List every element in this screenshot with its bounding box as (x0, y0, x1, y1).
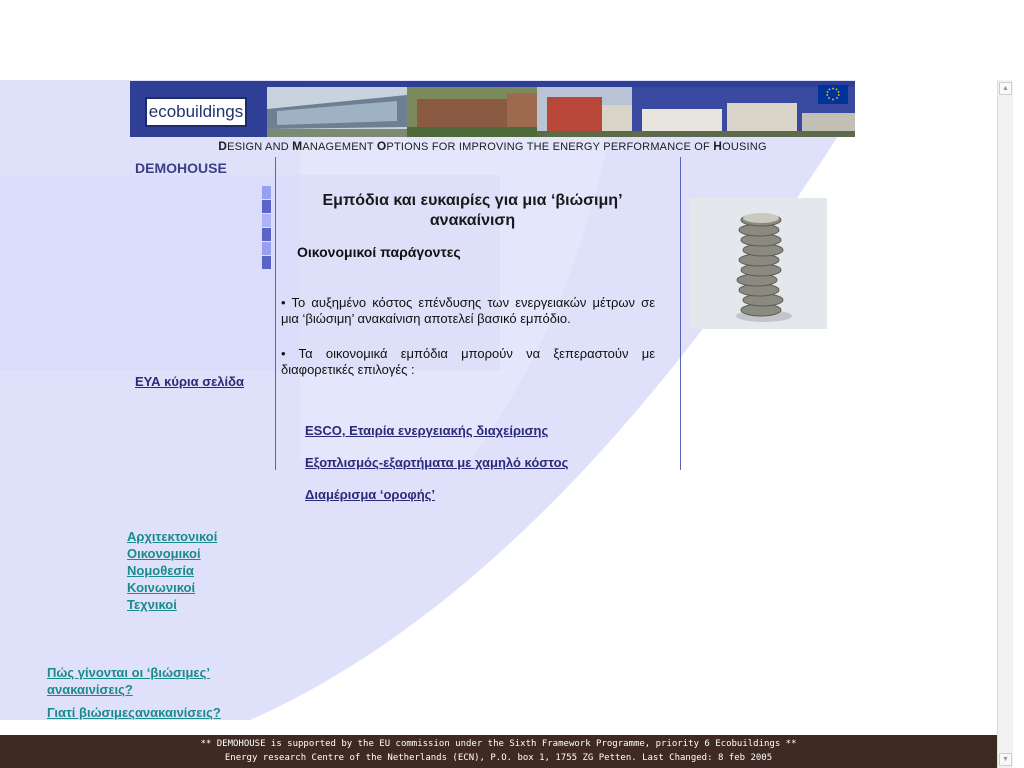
scroll-up-icon[interactable]: ▲ (999, 82, 1012, 95)
building-photo (267, 87, 407, 137)
vertical-scrollbar[interactable] (997, 80, 1013, 768)
section-subtitle: Οικονομικοί παράγοντες (297, 244, 461, 260)
background-panel (0, 80, 997, 735)
paragraph-options: • Τα οικονομικά εμπόδια μπορούν να ξεπεραστούν με διαφορετικές επιλογές : (281, 346, 655, 377)
category-link-economic[interactable]: Οικονομικοί (127, 546, 201, 561)
category-link-legislation[interactable]: Νομοθεσία (127, 563, 194, 578)
divider-right (680, 157, 681, 470)
divider-left (275, 157, 276, 470)
site-brand: DEMOHOUSE (135, 160, 227, 176)
ecobuildings-logo[interactable] (145, 97, 247, 127)
background-swoosh (0, 80, 997, 735)
building-photo (407, 87, 537, 137)
why-renovations-link[interactable]: Γιατί βιώσιμεςανακαινίσεις? (47, 705, 221, 720)
penthouse-apartment-link[interactable]: Διαμέρισμα ‘οροφής’ (305, 487, 436, 502)
coins-photo (689, 198, 827, 329)
category-link-architectural[interactable]: Αρχιτεκτονικοί (127, 529, 218, 544)
building-photo (537, 87, 632, 137)
category-link-technical[interactable]: Τεχνικοί (127, 597, 177, 612)
how-renovations-link[interactable]: Πώς γίνονται οι ‘βιώσιμες’ ανακαινίσεις? (47, 665, 210, 697)
footer-line-2: Energy research Centre of the Netherlands (ECN), P.O. box 1, 1755 ZG Petten. Last Changed: 8 feb 2005 (224, 753, 773, 763)
esco-link[interactable]: ESCO, Εταιρία ενεργειακής διαχείρισης (305, 423, 549, 438)
scroll-down-icon[interactable]: ▼ (999, 753, 1012, 766)
tagline: DESIGN AND MANAGEMENT OPTIONS FOR IMPROVING THE ENERGY PERFORMANCE OF HOUSING (218, 139, 767, 153)
category-list (127, 528, 217, 613)
footer (0, 735, 997, 768)
eu-flag-icon (818, 85, 848, 104)
paragraph-investment-cost: • Το αυξημένο κόστος επένδυσης των ενεργειακών μέτρων σε μια ‘βιώσιμη’ ανακαίνιση αποτελεί βασικό εμπόδιο. (281, 295, 655, 326)
home-link[interactable]: ΕΥΑ κύρια σελίδα (135, 374, 245, 389)
decorative-bars (262, 186, 271, 270)
header-banner (130, 81, 855, 137)
category-link-social[interactable]: Κοινωνικοί (127, 580, 196, 595)
page-title: Εμπόδια και ευκαιρίες για μια ‘βιώσιμη’ ανακαίνιση (322, 192, 623, 229)
logo-text: ecobuildings (148, 102, 244, 121)
footer-line-1: ** DEMOHOUSE is supported by the EU commission under the Sixth Framework Programme, priority 6 Ecobuildings ** (200, 739, 797, 749)
low-cost-equipment-link[interactable]: Εξοπλισμός-εξαρτήματα με χαμηλό κόστος (305, 455, 569, 470)
